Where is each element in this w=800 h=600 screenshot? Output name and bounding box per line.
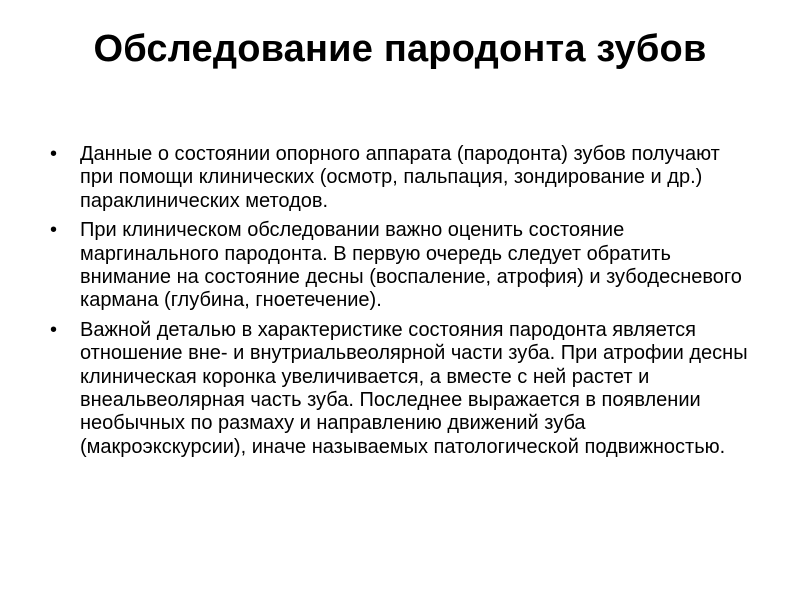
slide-title: Обследование пародонта зубов: [93, 28, 707, 70]
bullet-list: [50, 143, 755, 465]
bullet-text: Важной деталью в характеристике состояния пародонта является отношение вне- и внутриальвеолярной части зуба. При атрофии десны клиническая коронка увеличивается, а вместе с ней растет и внеальвеолярная часть зуба. Последнее выражается в появлении необычных по размаху и направлению движений зуба (макроэкскурсии), иначе называемых патологической подвижностью.: [80, 318, 748, 458]
bullet-marker: •: [50, 318, 58, 341]
bullet-marker: •: [50, 219, 58, 242]
bullet-marker: •: [50, 143, 58, 165]
bullet-item: [50, 319, 755, 459]
bullet-item: [50, 143, 755, 213]
bullet-text: При клиническом обследовании важно оценить состояние маргинального пародонта. В первую очередь следует обратить внимание на состояние десны (воспаление, атрофия) и зубодесневого кармана (глубина, гноетечение).: [80, 219, 742, 312]
bullet-text: Данные о состоянии опорного аппарата (пародонта) зубов получают при помощи клинических (осмотр, пальпация, зондирование и др.) параклинических методов.: [80, 143, 720, 212]
bullet-item: [50, 219, 755, 313]
